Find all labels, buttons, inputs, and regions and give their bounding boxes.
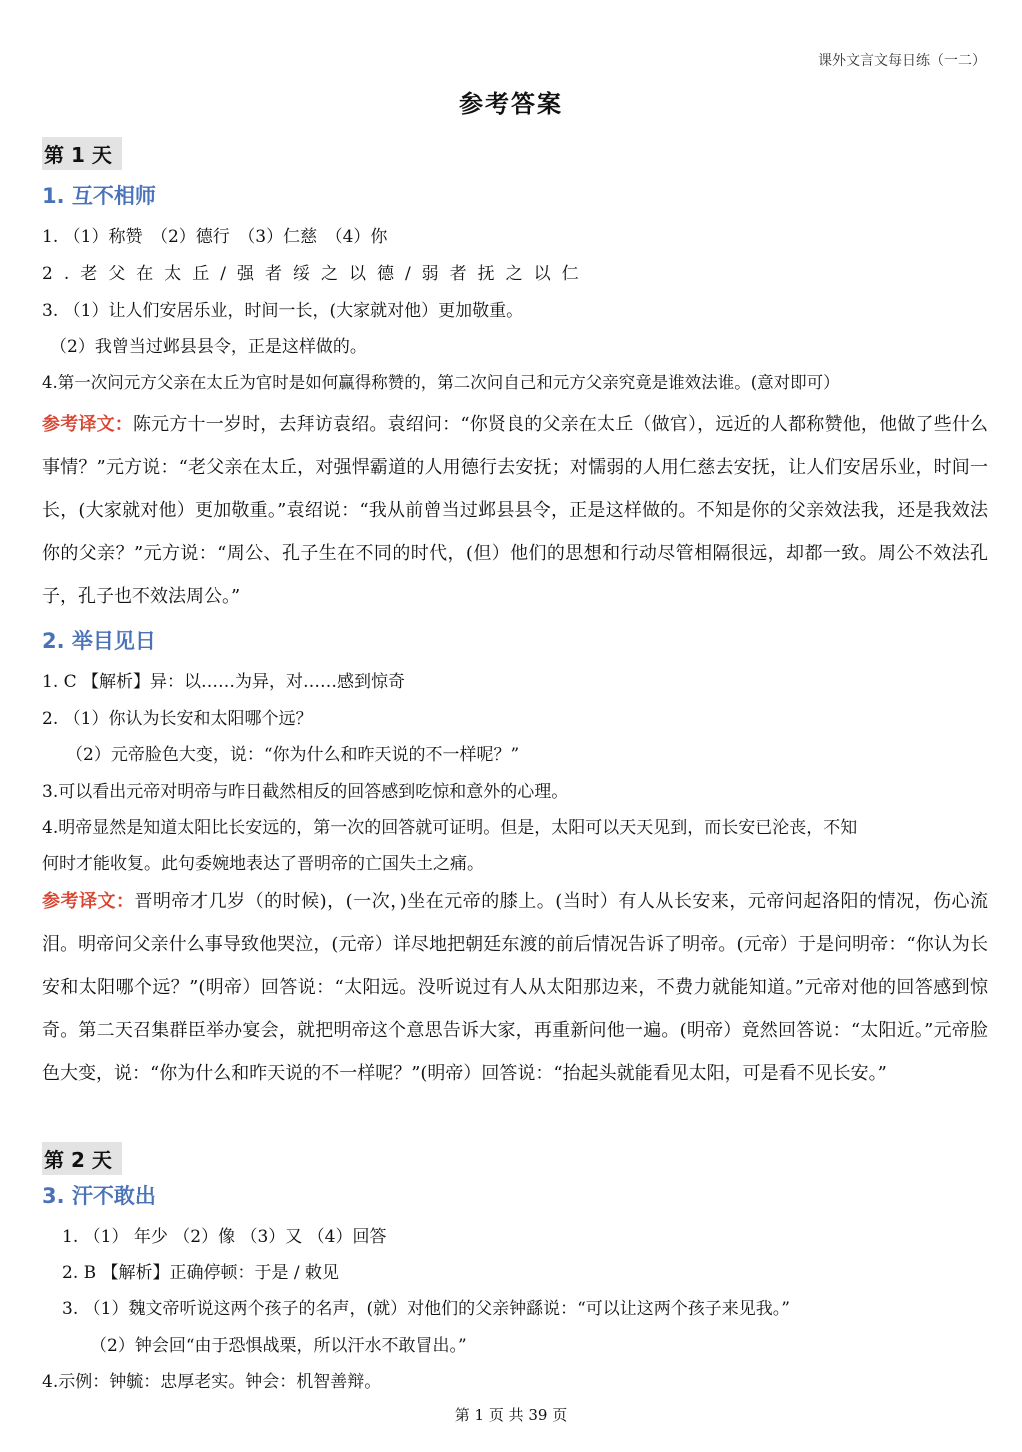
reference-label: 参考译文：: [42, 891, 135, 912]
answer-3-3a: 3. （1）魏文帝听说这两个孩子的名声，(就）对他们的父亲钟繇说：“可以让这两个孩子来见我。”: [62, 1299, 790, 1319]
answer-3-4: 4.示例：钟毓：忠厚老实。钟会：机智善辩。: [42, 1372, 382, 1392]
running-header: 课外文言文每日练（一二）: [818, 53, 986, 69]
reference-text: 陈元方十一岁时，去拜访袁绍。袁绍问：“你贤良的父亲在太丘（做官），远近的人都称赞他，他做了些什么事情？”元方说：“老父亲在太丘，对强悍霸道的人用德行去安抚；对懦弱的人用仁慈去安抚，让人们安居乐业，时间一长，(大家就对他）更加敬重。”袁绍说：“我从前曾当过邺县县令，正是这样做的。不知是你的父亲效法我，还是我效法你的父亲？”元方说：“周公、孔子生在不同的时代，(但）他们的思想和行动尽管相隔很远，却都一致。周公不效法孔子，孔子也不效法周公。”: [42, 414, 988, 607]
day-2-label: 第 2 天: [42, 1142, 122, 1175]
reference-text: 晋明帝才几岁（的时候)，(一次，)坐在元帝的膝上。(当时）有人从长安来，元帝问起洛阳的情况，伤心流泪。明帝问父亲什么事导致他哭泣，(元帝）详尽地把朝廷东渡的前后情况告诉了明帝。(元帝）于是问明帝：“你认为长安和太阳哪个远？”(明帝）回答说：“太阳远。没听说过有人从太阳那边来，不费力就能知道。”元帝对他的回答感到惊奇。第二天召集群臣举办宴会，就把明帝这个意思告诉大家，再重新问他一遍。(明帝）竟然回答说：“太阳近。”元帝脸色大变，说：“你为什么和昨天说的不一样呢？”(明帝）回答说：“抬起头就能看见太阳，可是看不见长安。”: [42, 891, 988, 1084]
answer-2-3: 3.可以看出元帝对明帝与昨日截然相反的回答感到吃惊和意外的心理。: [42, 782, 569, 802]
answer-1-3a: 3. （1）让人们安居乐业，时间一长，(大家就对他）更加敬重。: [42, 301, 524, 321]
page-title: 参考答案: [459, 90, 563, 118]
reference-label: 参考译文：: [42, 414, 133, 435]
page-number: 第 1 页 共 39 页: [454, 1406, 568, 1424]
answer-2-4a: 4.明帝显然是知道太阳比长安远的，第一次的回答就可证明。但是，太阳可以天天见到，而长安已沦丧，不知: [42, 818, 858, 838]
answer-2-1: 1. C 【解析】异：以……为异，对……感到惊奇: [42, 672, 406, 692]
answer-1-1: 1. （1）称赞 （2）德行 （3）仁慈 （4）你: [42, 227, 388, 247]
section-heading-3: 3. 汗不敢出: [42, 1184, 156, 1208]
answer-3-2: 2. B 【解析】正确停顿：于是 / 敕见: [62, 1263, 340, 1283]
answer-3-3b: （2）钟会回“由于恐惧战栗，所以汗水不敢冒出。”: [90, 1336, 467, 1356]
answer-1-4: 4.第一次问元方父亲在太丘为官时是如何赢得称赞的，第二次问自己和元方父亲究竟是谁效法谁。(意对即可）: [42, 373, 840, 392]
answer-3-1: 1. （1） 年少 （2）像 （3）又 （4）回答: [62, 1227, 387, 1247]
answer-2-2b: （2）元帝脸色大变，说：“你为什么和昨天说的不一样呢？”: [66, 745, 520, 765]
section-heading-2: 2. 举目见日: [42, 629, 156, 653]
day-1-label: 第 1 天: [42, 137, 122, 170]
answer-1-3b: （2）我曾当过邺县县令，正是这样做的。: [50, 337, 367, 357]
answer-1-2: 2.老父在太丘/强者绥之以德/弱者抚之以仁: [42, 264, 590, 284]
answer-2-2a: 2. （1）你认为长安和太阳哪个远？: [42, 709, 313, 729]
reference-translation-1: [42, 403, 988, 619]
reference-translation-2: [42, 880, 988, 1100]
answer-2-4b: 何时才能收复。此句委婉地表达了晋明帝的亡国失土之痛。: [42, 854, 484, 874]
section-heading-1: 1. 互不相师: [42, 184, 156, 208]
